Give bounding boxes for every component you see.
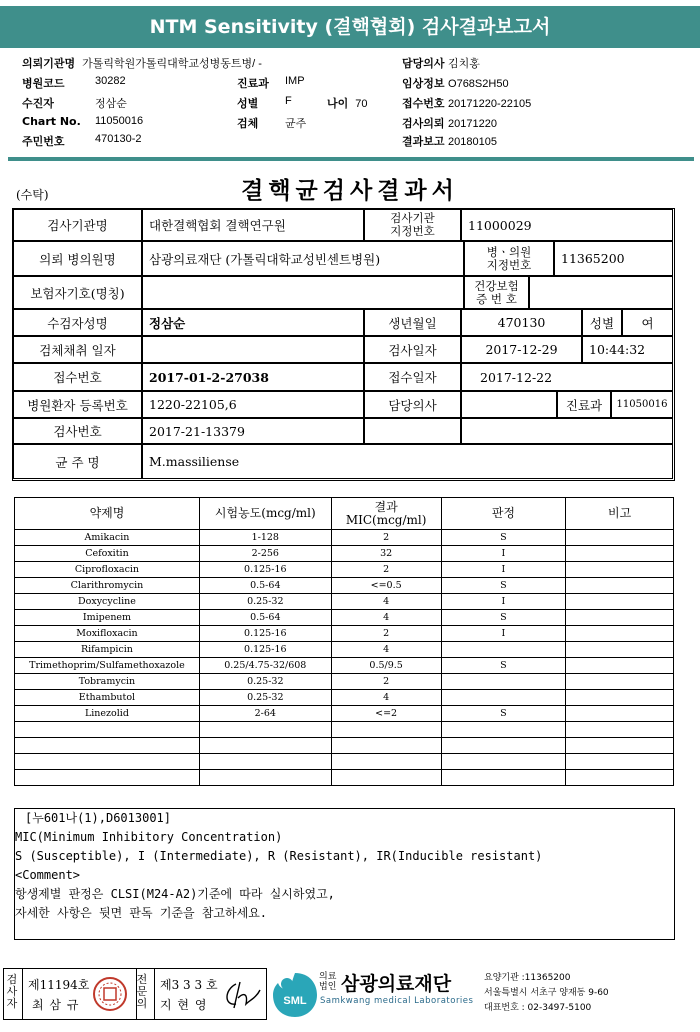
- org-english-name: Samkwang medical Laboratories: [320, 996, 474, 1006]
- mic-table-row: [15, 578, 674, 594]
- mic-cell-judge: I: [441, 594, 566, 610]
- mic-header-result: 결과 MIC(mcg/ml): [331, 498, 441, 530]
- mic-cell-conc: 1-128: [199, 530, 331, 546]
- mic-cell-empty: [15, 722, 200, 738]
- collect-value: [142, 336, 364, 363]
- mic-cell-mic: 4: [331, 642, 441, 658]
- mic-cell-judge: [441, 690, 566, 706]
- mic-table-row: [15, 530, 674, 546]
- mic-cell-empty: [199, 754, 331, 770]
- req-label: 의뢰 병의원명: [13, 241, 142, 276]
- mic-cell-judge: S: [441, 610, 566, 626]
- mic-cell-conc: 0.125-16: [199, 626, 331, 642]
- accept-date-value: 2017-12-22: [461, 363, 673, 391]
- mic-cell-drug: Clarithromycin: [15, 578, 200, 594]
- mic-table-empty-row: [15, 770, 674, 786]
- header-dept: 진료과: [237, 77, 269, 90]
- mic-cell-empty: [199, 770, 331, 786]
- test-time-value: 10:44:32: [582, 336, 673, 363]
- mic-table-row: [15, 674, 674, 690]
- suktak-label: (수탁): [16, 188, 49, 202]
- mic-cell-mic: 2: [331, 626, 441, 642]
- comment-mic: MIC(Minimum Inhibitory Concentration): [15, 830, 283, 844]
- mic-cell-conc: 0.25-32: [199, 594, 331, 610]
- header-hospital-code: 병원코드: [22, 77, 65, 90]
- mic-cell-mic: 2: [331, 674, 441, 690]
- mic-cell-judge: I: [441, 626, 566, 642]
- mic-cell-judge: S: [441, 530, 566, 546]
- mic-cell-empty: [441, 754, 566, 770]
- mic-cell-drug: Imipenem: [15, 610, 200, 626]
- header-report: 결과보고 20180105: [402, 135, 497, 148]
- mic-cell-drug: Trimethoprim/Sulfamethoxazole: [15, 658, 200, 674]
- ins-value: [142, 276, 464, 309]
- sex-label: 성별: [582, 309, 622, 336]
- mic-table-row: [15, 546, 674, 562]
- mic-cell-note: [566, 530, 674, 546]
- mic-cell-judge: S: [441, 706, 566, 722]
- ins-code-label: 건강보험 증 번 호: [464, 276, 529, 309]
- mic-cell-drug: Moxifloxacin: [15, 626, 200, 642]
- req-value: 삼광의료재단 (가톨릭대학교성빈센트병원): [142, 241, 464, 276]
- reg-label: 병원환자 등록번호: [13, 391, 142, 418]
- mic-cell-mic: 2: [331, 530, 441, 546]
- mic-cell-mic: 4: [331, 594, 441, 610]
- mic-cell-mic: 0.5/9.5: [331, 658, 441, 674]
- mic-cell-note: [566, 562, 674, 578]
- mic-table-empty-row: [15, 722, 674, 738]
- org-address: 서울특별시 서초구 양재동 9-60: [484, 988, 609, 998]
- mic-cell-conc: 0.125-16: [199, 642, 331, 658]
- lab-code-value: 11000029: [461, 209, 673, 241]
- mic-cell-empty: [15, 770, 200, 786]
- dept-value: IMP: [285, 75, 305, 87]
- mic-cell-note: [566, 626, 674, 642]
- header-separator: [8, 157, 694, 161]
- mic-cell-conc: 2-64: [199, 706, 331, 722]
- test-date-label: 검사일자: [364, 336, 461, 363]
- dept-label: 진료과: [557, 391, 611, 418]
- examiner-license: 제11194호: [28, 978, 90, 992]
- mic-cell-note: [566, 578, 674, 594]
- lab-label: 검사기관명: [13, 209, 142, 241]
- mic-cell-empty: [199, 738, 331, 754]
- mic-cell-note: [566, 594, 674, 610]
- mic-cell-empty: [441, 738, 566, 754]
- mic-header-judge: 판정: [441, 498, 566, 530]
- mic-cell-judge: I: [441, 546, 566, 562]
- mic-cell-empty: [566, 738, 674, 754]
- header-doctor: 담당의사 김치홍: [402, 57, 480, 70]
- header-sex: 성별: [237, 97, 259, 110]
- mic-cell-empty: [566, 754, 674, 770]
- mic-table-row: [15, 626, 674, 642]
- reg-value: 1220-22105,6: [142, 391, 364, 418]
- mic-cell-drug: Cefoxitin: [15, 546, 200, 562]
- mic-cell-mic: <=2: [331, 706, 441, 722]
- mic-cell-conc: 0.5-64: [199, 610, 331, 626]
- mic-cell-empty: [441, 770, 566, 786]
- mic-cell-empty: [566, 770, 674, 786]
- mic-cell-conc: 0.5-64: [199, 578, 331, 594]
- mic-cell-mic: 4: [331, 610, 441, 626]
- mic-cell-conc: 0.25-32: [199, 674, 331, 690]
- mic-cell-conc: 0.25/4.75-32/608: [199, 658, 331, 674]
- mic-cell-note: [566, 690, 674, 706]
- mic-table-row: [15, 642, 674, 658]
- mic-cell-drug: Tobramycin: [15, 674, 200, 690]
- exam-blank-1: [364, 418, 461, 444]
- test-date-value: 2017-12-29: [461, 336, 582, 363]
- mic-cell-empty: [331, 722, 441, 738]
- org-name: 삼광의료재단: [341, 973, 452, 995]
- mic-cell-drug: Doxycycline: [15, 594, 200, 610]
- mic-cell-judge: [441, 642, 566, 658]
- strain-value: M.massiliense: [142, 444, 673, 479]
- req-code-label: 병ㆍ의원 지정번호: [464, 241, 554, 276]
- mic-cell-judge: S: [441, 658, 566, 674]
- mic-cell-drug: Amikacin: [15, 530, 200, 546]
- comment-heading: <Comment>: [15, 868, 81, 882]
- comment-text-2: 자세한 사항은 뒷면 판독 기준을 참고하세요.: [15, 906, 268, 920]
- doctor-label: 담당의사: [364, 391, 461, 418]
- hospital-code-value: 30282: [95, 75, 126, 87]
- mic-cell-note: [566, 546, 674, 562]
- mic-table-row: [15, 610, 674, 626]
- mic-header-note: 비고: [566, 498, 674, 530]
- mic-cell-judge: I: [441, 562, 566, 578]
- mic-table-row: [15, 594, 674, 610]
- id-value: 470130-2: [95, 133, 142, 145]
- org-phone: 대표번호 : 02-3497-5100: [484, 1003, 592, 1013]
- req-code-value: 11365200: [554, 241, 673, 276]
- accept-date-label: 접수일자: [364, 363, 461, 391]
- comment-text-1: 항생제별 판정은 CLSI(M24-A2)기준에 따라 실시하였고,: [15, 887, 335, 901]
- mic-cell-empty: [15, 738, 200, 754]
- org-prefix: 의료 법인: [319, 972, 337, 992]
- mic-cell-conc: 0.125-16: [199, 562, 331, 578]
- name-label: 수검자성명: [13, 309, 142, 336]
- report-title: 결핵균검사결과서: [241, 177, 459, 204]
- mic-table-row: [15, 706, 674, 722]
- ins-label: 보험자기호(명칭): [13, 276, 142, 309]
- mic-cell-empty: [441, 722, 566, 738]
- mic-cell-note: [566, 706, 674, 722]
- reviewer-name: 지 현 영: [160, 998, 208, 1012]
- accept-value: 2017-01-2-27038: [142, 363, 364, 391]
- mic-table-row: [15, 690, 674, 706]
- mic-table: [14, 497, 674, 786]
- header-request: 검사의뢰 20171220: [402, 117, 497, 130]
- mic-header-conc: 시험농도(mcg/ml): [199, 498, 331, 530]
- mic-cell-empty: [566, 722, 674, 738]
- sex-value: F: [285, 95, 292, 107]
- dept-value-cell: 11050016: [611, 391, 673, 418]
- mic-table-row: [15, 658, 674, 674]
- header-specimen: 검체: [237, 117, 259, 130]
- lab-value: 대한결핵협회 결핵연구원: [142, 209, 364, 241]
- sex-value-cell: 여: [622, 309, 673, 336]
- mic-cell-empty: [331, 738, 441, 754]
- sml-logo-icon: [270, 970, 320, 1020]
- patient-value: 정삼순: [95, 97, 127, 110]
- header-clinical: 임상정보 O768S2H50: [402, 77, 509, 90]
- banner-title: NTM Sensitivity (결핵협회) 검사결과보고서: [0, 6, 700, 48]
- chart-value: 11050016: [95, 115, 144, 127]
- mic-cell-note: [566, 674, 674, 690]
- mic-cell-empty: [331, 754, 441, 770]
- mic-cell-mic: 4: [331, 690, 441, 706]
- examiner-name: 최 삼 규: [32, 998, 80, 1012]
- mic-cell-empty: [199, 722, 331, 738]
- comment-code: [누601나(1),D6013001]: [25, 811, 172, 825]
- ins-code-value: [529, 276, 673, 309]
- collect-label: 검체채취 일자: [13, 336, 142, 363]
- sml-logo-text: SML: [283, 995, 307, 1007]
- mic-table-empty-row: [15, 754, 674, 770]
- name-value: 정삼순: [142, 309, 364, 336]
- mic-cell-judge: [441, 674, 566, 690]
- comment-legend: S (Susceptible), I (Intermediate), R (Resistant), IR(Inducible resistant): [15, 849, 543, 863]
- mic-cell-drug: Linezolid: [15, 706, 200, 722]
- mic-table-empty-row: [15, 738, 674, 754]
- mic-cell-conc: 2-256: [199, 546, 331, 562]
- header-row-1: 의뢰기관명 가톨릭학원가톨릭대학교성병동트병/ -: [22, 57, 262, 70]
- header-id: 주민번호: [22, 135, 65, 148]
- specimen-value: 균주: [285, 117, 307, 130]
- examiner-seal-icon: [92, 976, 128, 1012]
- mic-cell-judge: S: [441, 578, 566, 594]
- header-patient: 수진자: [22, 97, 54, 110]
- mic-cell-empty: [15, 754, 200, 770]
- reviewer-vert-label: 전문의: [136, 973, 148, 1010]
- care-code: 요양기관 :11365200: [484, 973, 571, 983]
- exam-label: 검사번호: [13, 418, 142, 444]
- header-age: 나이 70: [327, 97, 368, 110]
- mic-table-row: [15, 562, 674, 578]
- mic-cell-mic: 2: [331, 562, 441, 578]
- accept-label: 접수번호: [13, 363, 142, 391]
- comment-box: [14, 808, 675, 940]
- strain-label: 균 주 명: [13, 444, 142, 479]
- header-chart: Chart No.: [22, 115, 81, 128]
- mic-cell-mic: <=0.5: [331, 578, 441, 594]
- mic-cell-drug: Ciprofloxacin: [15, 562, 200, 578]
- dob-label: 생년월일: [364, 309, 461, 336]
- exam-blank-2: [461, 418, 673, 444]
- mic-cell-drug: Rifampicin: [15, 642, 200, 658]
- mic-cell-conc: 0.25-32: [199, 690, 331, 706]
- doctor-value: [461, 391, 557, 418]
- mic-cell-note: [566, 610, 674, 626]
- examiner-vert-label: 검사자: [6, 973, 18, 1010]
- mic-cell-drug: Ethambutol: [15, 690, 200, 706]
- dob-value: 470130: [461, 309, 582, 336]
- lab-code-label: 검사기관 지정번호: [364, 209, 461, 241]
- reviewer-license: 제3 3 3 호: [160, 978, 218, 992]
- mic-cell-empty: [331, 770, 441, 786]
- exam-value: 2017-21-13379: [142, 418, 364, 444]
- mic-header-drug: 약제명: [15, 498, 200, 530]
- mic-header-row: [15, 498, 674, 530]
- mic-cell-note: [566, 658, 674, 674]
- mic-cell-note: [566, 642, 674, 658]
- mic-cell-mic: 32: [331, 546, 441, 562]
- reviewer-signature-icon: [222, 978, 262, 1012]
- header-accession: 접수번호 20171220-22105: [402, 97, 532, 110]
